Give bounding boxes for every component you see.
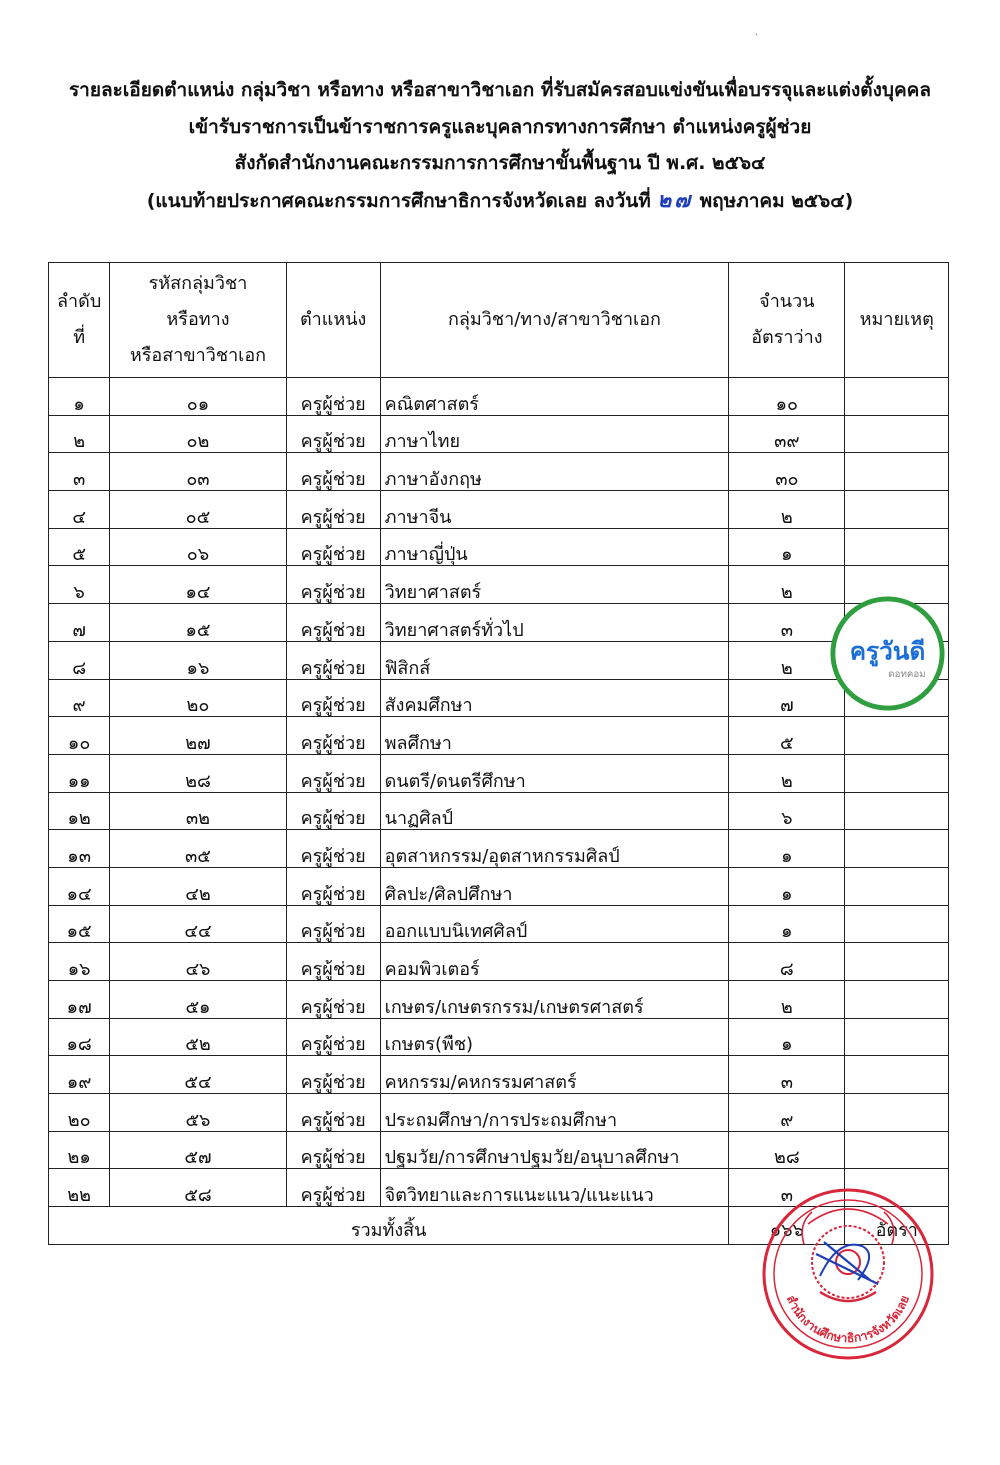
row-note [845,415,949,453]
row-subject: คอมพิวเตอร์ [380,943,729,981]
table-row [49,679,949,717]
row-position: ครูผู้ช่วย [286,754,380,792]
announcement-date: พฤษภาคม ๒๕๖๔) [699,189,854,212]
row-note [845,830,949,868]
row-position: ครูผู้ช่วย [286,415,380,453]
row-subject: นาฏศิลป์ [380,792,729,830]
row-code: ๑๖ [110,641,286,679]
row-subject: ประถมศึกษา/การประถมศึกษา [380,1094,729,1132]
row-qty: ๓ [729,1169,845,1207]
row-no: ๒๒ [49,1169,110,1207]
row-qty: ๒ [729,981,845,1019]
row-qty: ๒ [729,641,845,679]
table-row [49,415,949,453]
row-no: ๒๑ [49,1131,110,1169]
row-position: ครูผู้ช่วย [286,943,380,981]
document-header [0,72,1000,219]
row-qty: ๒๘ [729,1131,845,1169]
row-code: ๕๘ [110,1169,286,1207]
row-position: ครูผู้ช่วย [286,378,380,416]
row-no: ๕ [49,528,110,566]
row-note [845,1131,949,1169]
row-subject: ดนตรี/ดนตรีศึกษา [380,754,729,792]
announcement-ref: (แนบท้ายประกาศคณะกรรมการศึกษาธิการจังหวัดเลย ลงวันที่ [146,189,651,212]
row-no: ๘ [49,641,110,679]
row-code: ๕๔ [110,1056,286,1094]
row-note [845,378,949,416]
row-code: ๓๕ [110,830,286,868]
table-row [49,1094,949,1132]
row-position: ครูผู้ช่วย [286,981,380,1019]
row-position: ครูผู้ช่วย [286,717,380,755]
row-position: ครูผู้ช่วย [286,641,380,679]
kruwandee-watermark-logo [829,595,946,712]
total-qty: ๑๖๖ [729,1207,845,1245]
row-subject: ศิลปะ/ศิลปศึกษา [380,867,729,905]
scan-mark: · [755,30,759,41]
row-no: ๑๘ [49,1018,110,1056]
row-code: ๔๔ [110,905,286,943]
row-position: ครูผู้ช่วย [286,528,380,566]
row-note [845,717,949,755]
col-header-qty: จำนวน อัตราว่าง [729,263,845,378]
row-subject: คหกรรม/คหกรรมศาสตร์ [380,1056,729,1094]
row-qty: ๒ [729,566,845,604]
row-no: ๑๕ [49,905,110,943]
col-header-subject: กลุ่มวิชา/ทาง/สาขาวิชาเอก [380,263,729,378]
row-subject: ปฐมวัย/การศึกษาปฐมวัย/อนุบาลศึกษา [380,1131,729,1169]
table-row [49,378,949,416]
row-qty: ๑ [729,1018,845,1056]
row-qty: ๑ [729,528,845,566]
row-subject: ภาษาจีน [380,491,729,529]
seal-ornament [802,1209,894,1244]
col-header-position: ตำแหน่ง [286,263,380,378]
row-code: ๑๔ [110,566,286,604]
row-position: ครูผู้ช่วย [286,1056,380,1094]
row-code: ๐๖ [110,528,286,566]
row-note [845,754,949,792]
row-qty: ๘ [729,943,845,981]
row-code: ๕๑ [110,981,286,1019]
seal-text: สำนักงานศึกษาธิการจังหวัดเลย [783,1293,912,1346]
row-subject: ออกแบบนิเทศศิลป์ [380,905,729,943]
row-position: ครูผู้ช่วย [286,491,380,529]
row-position: ครูผู้ช่วย [286,867,380,905]
row-no: ๔ [49,491,110,529]
row-code: ๐๕ [110,491,286,529]
row-no: ๑ [49,378,110,416]
row-qty: ๕ [729,717,845,755]
row-qty: ๖ [729,792,845,830]
table-body [49,378,949,1207]
row-no: ๑๖ [49,943,110,981]
row-no: ๙ [49,679,110,717]
office-seal-stamp [758,1184,938,1364]
logo-sub: ดอทคอม [888,668,926,680]
row-no: ๒ [49,415,110,453]
table-row [49,981,949,1019]
row-qty: ๙ [729,1094,845,1132]
row-code: ๒๘ [110,754,286,792]
row-qty: ๒ [729,491,845,529]
row-note [845,981,949,1019]
row-qty: ๑ [729,867,845,905]
row-no: ๑๐ [49,717,110,755]
row-qty: ๓ [729,1056,845,1094]
total-label: รวมทั้งสิ้น [49,1207,729,1245]
row-qty: ๑ [729,905,845,943]
row-note [845,792,949,830]
row-position: ครูผู้ช่วย [286,905,380,943]
row-code: ๔๖ [110,943,286,981]
row-qty: ๑ [729,830,845,868]
row-qty: ๑๐ [729,378,845,416]
row-note [845,1094,949,1132]
row-position: ครูผู้ช่วย [286,792,380,830]
logo-name: ครูวันดี [849,636,926,666]
row-subject: เกษตร/เกษตรกรรม/เกษตรศาสตร์ [380,981,729,1019]
row-subject: คณิตศาสตร์ [380,378,729,416]
row-note [845,528,949,566]
row-qty: ๓๙ [729,415,845,453]
header-line-2: เข้ารับราชการเป็นข้าราชการครูและบุคลากรทางการศึกษา ตำแหน่งครูผู้ช่วย [188,115,812,138]
row-position: ครูผู้ช่วย [286,679,380,717]
row-no: ๑๒ [49,792,110,830]
row-position: ครูผู้ช่วย [286,1018,380,1056]
table-row [49,792,949,830]
row-no: ๑๓ [49,830,110,868]
row-code: ๕๗ [110,1131,286,1169]
table-row [49,566,949,604]
row-qty: ๗ [729,679,845,717]
row-code: ๒๗ [110,717,286,755]
table-row [49,1056,949,1094]
table-row [49,1131,949,1169]
table-row [49,604,949,642]
row-subject: วิทยาศาสตร์ทั่วไป [380,604,729,642]
row-note [845,905,949,943]
row-subject: จิตวิทยาและการแนะแนว/แนะแนว [380,1169,729,1207]
row-code: ๐๑ [110,378,286,416]
row-subject: วิทยาศาสตร์ [380,566,729,604]
header-line-4 [0,182,1000,220]
row-code: ๐๒ [110,415,286,453]
table-row [49,717,949,755]
row-no: ๗ [49,604,110,642]
table-row [49,453,949,491]
table-row [49,830,949,868]
row-subject: อุตสาหกรรม/อุตสาหกรรมศิลป์ [380,830,729,868]
row-position: ครูผู้ช่วย [286,1131,380,1169]
table-row [49,905,949,943]
row-qty: ๒ [729,754,845,792]
row-no: ๑๑ [49,754,110,792]
row-code: ๐๓ [110,453,286,491]
row-note [845,1056,949,1094]
row-code: ๕๖ [110,1094,286,1132]
row-subject: ภาษาไทย [380,415,729,453]
table-row [49,867,949,905]
row-subject: เกษตร(พืช) [380,1018,729,1056]
row-subject: สังคมศึกษา [380,679,729,717]
row-no: ๑๗ [49,981,110,1019]
header-line-1: รายละเอียดตำแหน่ง กลุ่มวิชา หรือทาง หรือสาขาวิชาเอก ที่รับสมัครสอบแข่งขันเพื่อบรรจุและแต่งตั้งบุคคล [68,79,932,101]
row-note [845,867,949,905]
col-header-note: หมายเหตุ [845,263,949,378]
col-header-no: ลำดับ ที่ [49,263,110,378]
row-subject: ภาษาอังกฤษ [380,453,729,491]
row-code: ๑๕ [110,604,286,642]
row-position: ครูผู้ช่วย [286,830,380,868]
row-code: ๒๐ [110,679,286,717]
col-header-code: รหัสกลุ่มวิชา หรือทาง หรือสาขาวิชาเอก [110,263,286,378]
row-code: ๔๒ [110,867,286,905]
row-subject: ภาษาญี่ปุ่น [380,528,729,566]
row-no: ๒๐ [49,1094,110,1132]
row-no: ๖ [49,566,110,604]
table-row [49,528,949,566]
row-subject: ฟิสิกส์ [380,641,729,679]
table-header-row [49,263,949,378]
row-no: ๓ [49,453,110,491]
table-row [49,491,949,529]
row-position: ครูผู้ช่วย [286,566,380,604]
row-qty: ๓๐ [729,453,845,491]
row-note [845,943,949,981]
header-line-3: สังกัดสำนักงานคณะกรรมการการศึกษาขั้นพื้นฐาน ปี พ.ศ. ๒๕๖๔ [234,152,766,174]
total-unit: อัตรา [845,1207,949,1245]
row-subject: พลศึกษา [380,717,729,755]
table-row [49,641,949,679]
row-note [845,1018,949,1056]
handwritten-day: ๒๗ [657,187,694,212]
row-no: ๑๙ [49,1056,110,1094]
row-position: ครูผู้ช่วย [286,1094,380,1132]
row-note [845,491,949,529]
vacancy-table [48,262,949,1245]
row-qty: ๓ [729,604,845,642]
row-note [845,453,949,491]
row-position: ครูผู้ช่วย [286,604,380,642]
row-position: ครูผู้ช่วย [286,1169,380,1207]
table-row [49,754,949,792]
row-position: ครูผู้ช่วย [286,453,380,491]
row-no: ๑๔ [49,867,110,905]
table-row [49,1018,949,1056]
row-code: ๓๒ [110,792,286,830]
table-row [49,943,949,981]
row-code: ๕๒ [110,1018,286,1056]
